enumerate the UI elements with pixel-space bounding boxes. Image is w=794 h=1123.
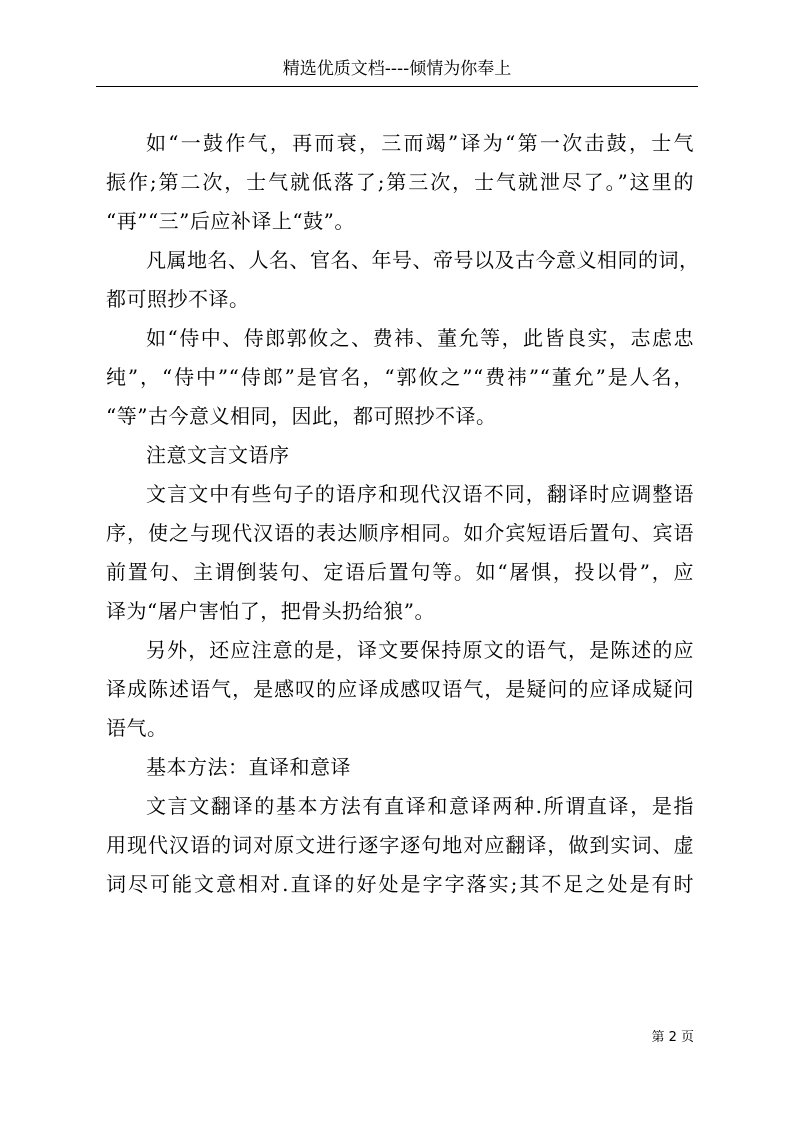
text-line: 振作;第二次，士气就低落了;第三次，士气就泄尽了。”这里的 — [106, 170, 694, 194]
text-line: 都可照抄不译。 — [106, 287, 250, 311]
text-line: 用现代汉语的词对原文进行逐字逐句地对应翻译，做到实词、虚 — [106, 833, 694, 857]
text-line: 另外，还应注意的是，译文要保持原文的语气，是陈述的应 — [146, 638, 694, 662]
text-line: 文言文中有些句子的语序和现代汉语不同，翻译时应调整语 — [146, 482, 694, 506]
text-line: 语气。 — [106, 716, 168, 740]
text-line: 纯”，“侍中”“侍郎”是官名，“郭攸之”“费祎”“董允”是人名， — [106, 365, 694, 389]
text-line: 凡属地名、人名、官名、年号、帝号以及古今意义相同的词， — [146, 248, 700, 272]
text-line: 文言文翻译的基本方法有直译和意译两种.所谓直译，是指 — [146, 794, 694, 818]
text-line: 词尽可能文意相对.直译的好处是字字落实;其不足之处是有时 — [106, 872, 694, 896]
text-line: “等”古今意义相同，因此，都可照抄不译。 — [106, 404, 497, 428]
text-line: 如“侍中、侍郎郭攸之、费祎、董允等，此皆良实，志虑忠 — [146, 326, 694, 350]
document-body — [106, 124, 700, 904]
text-line: “再”“三”后应补译上“鼓”。 — [106, 209, 355, 233]
text-line: 基本方法：直译和意译 — [146, 755, 351, 779]
header-title: 精选优质文档----倾情为你奉上 — [282, 59, 512, 79]
text-line: 译为“屠户害怕了，把骨头扔给狼”。 — [106, 599, 435, 623]
text-line: 前置句、主谓倒装句、定语后置句等。如“屠惧，投以骨”，应 — [106, 560, 694, 584]
text-line: 序，使之与现代汉语的表达顺序相同。如介宾短语后置句、宾语 — [106, 521, 694, 545]
text-line: 如“一鼓作气，再而衰，三而竭”译为“第一次击鼓，士气 — [146, 131, 694, 155]
page-header — [96, 56, 698, 87]
page-number: 第 2 页 — [651, 1030, 694, 1045]
text-line: 注意文言文语序 — [146, 443, 290, 467]
text-line: 译成陈述语气，是感叹的应译成感叹语气，是疑问的应译成疑问 — [106, 677, 694, 701]
